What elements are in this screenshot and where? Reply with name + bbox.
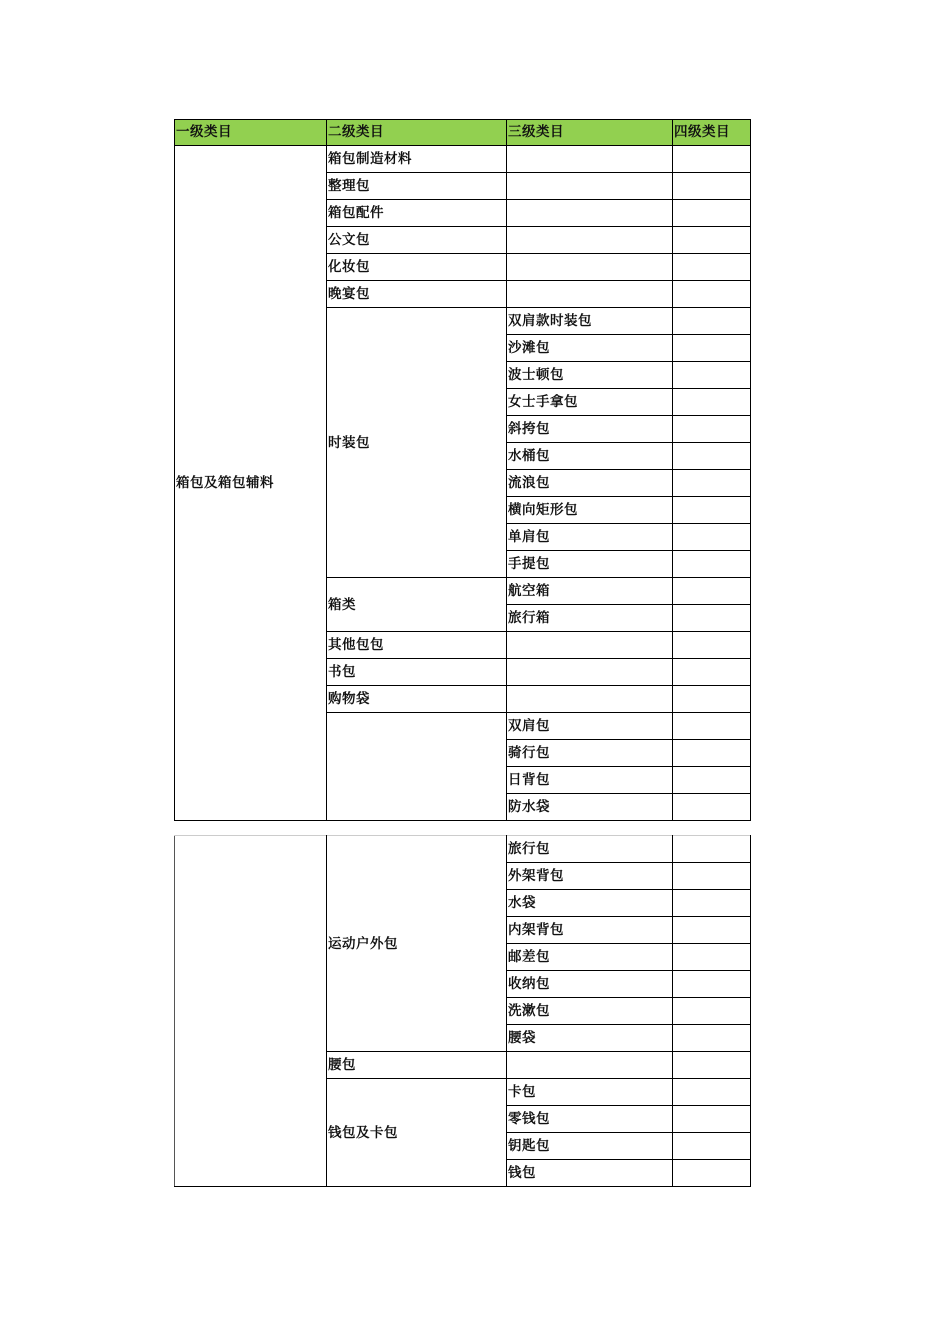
level4-cell (673, 362, 751, 389)
level4-cell (673, 389, 751, 416)
level3-cell: 腰袋 (507, 1025, 673, 1052)
level3-cell: 收纳包 (507, 971, 673, 998)
level4-cell (673, 578, 751, 605)
level3-cell: 日背包 (507, 767, 673, 794)
level4-cell (673, 890, 751, 917)
level2-cell: 箱包配件 (327, 200, 507, 227)
level4-cell (673, 971, 751, 998)
level3-cell (507, 686, 673, 713)
level4-cell (673, 1160, 751, 1187)
level3-cell: 邮差包 (507, 944, 673, 971)
category-table-1 (174, 119, 751, 821)
level3-cell (507, 659, 673, 686)
level2-cell: 时装包 (327, 308, 507, 578)
level4-cell (673, 227, 751, 254)
level3-cell: 钥匙包 (507, 1133, 673, 1160)
level4-cell (673, 200, 751, 227)
level4-cell (673, 254, 751, 281)
level4-cell (673, 863, 751, 890)
level4-cell (673, 497, 751, 524)
level3-cell: 零钱包 (507, 1106, 673, 1133)
level4-cell (673, 740, 751, 767)
table-row (175, 836, 751, 863)
header-level1: 一级类目 (175, 120, 327, 146)
level2-cell: 运动户外包 (327, 836, 507, 1052)
level3-cell: 防水袋 (507, 794, 673, 821)
level2-cell: 腰包 (327, 1052, 507, 1079)
level4-cell (673, 605, 751, 632)
level4-cell (673, 308, 751, 335)
level4-cell (673, 1052, 751, 1079)
level3-cell: 航空箱 (507, 578, 673, 605)
level3-cell: 水桶包 (507, 443, 673, 470)
level1-cell: 箱包及箱包辅料 (175, 146, 327, 821)
level4-cell (673, 836, 751, 863)
level2-cell: 其他包包 (327, 632, 507, 659)
level4-cell (673, 1133, 751, 1160)
level4-cell (673, 1106, 751, 1133)
level4-cell (673, 551, 751, 578)
level4-cell (673, 998, 751, 1025)
level2-cell: 公文包 (327, 227, 507, 254)
level3-cell: 旅行包 (507, 836, 673, 863)
header-level2: 二级类目 (327, 120, 507, 146)
level3-cell: 手提包 (507, 551, 673, 578)
level4-cell (673, 794, 751, 821)
level4-cell (673, 659, 751, 686)
level4-cell (673, 335, 751, 362)
level4-cell (673, 713, 751, 740)
level3-cell: 卡包 (507, 1079, 673, 1106)
level3-cell: 水袋 (507, 890, 673, 917)
level3-cell: 内架背包 (507, 917, 673, 944)
level3-cell: 波士顿包 (507, 362, 673, 389)
level3-cell: 外架背包 (507, 863, 673, 890)
level4-cell (673, 524, 751, 551)
level1-cell (175, 836, 327, 1187)
level3-cell (507, 200, 673, 227)
level3-cell (507, 146, 673, 173)
level3-cell: 旅行箱 (507, 605, 673, 632)
level3-cell (507, 173, 673, 200)
level2-cell: 箱类 (327, 578, 507, 632)
level2-cell: 晚宴包 (327, 281, 507, 308)
level3-cell: 双肩包 (507, 713, 673, 740)
level3-cell (507, 1052, 673, 1079)
level3-cell: 横向矩形包 (507, 497, 673, 524)
level2-cell: 钱包及卡包 (327, 1079, 507, 1187)
header-level3: 三级类目 (507, 120, 673, 146)
level2-cell: 整理包 (327, 173, 507, 200)
level3-cell: 洗漱包 (507, 998, 673, 1025)
level4-cell (673, 767, 751, 794)
level3-cell: 单肩包 (507, 524, 673, 551)
level4-cell (673, 146, 751, 173)
level2-cell: 书包 (327, 659, 507, 686)
table-header-row (175, 120, 751, 146)
level3-cell (507, 632, 673, 659)
level3-cell (507, 254, 673, 281)
level2-cell: 购物袋 (327, 686, 507, 713)
level2-cell: 化妆包 (327, 254, 507, 281)
level4-cell (673, 686, 751, 713)
level4-cell (673, 944, 751, 971)
table-row (175, 146, 751, 173)
level3-cell: 双肩款时装包 (507, 308, 673, 335)
level3-cell: 钱包 (507, 1160, 673, 1187)
level3-cell: 沙滩包 (507, 335, 673, 362)
level2-cell (327, 713, 507, 821)
level3-cell (507, 281, 673, 308)
level3-cell: 女士手拿包 (507, 389, 673, 416)
level4-cell (673, 281, 751, 308)
level4-cell (673, 1025, 751, 1052)
level4-cell (673, 416, 751, 443)
level4-cell (673, 1079, 751, 1106)
category-table-2 (174, 835, 751, 1187)
level3-cell: 骑行包 (507, 740, 673, 767)
level3-cell: 流浪包 (507, 470, 673, 497)
level3-cell: 斜挎包 (507, 416, 673, 443)
level4-cell (673, 173, 751, 200)
level2-cell: 箱包制造材料 (327, 146, 507, 173)
level4-cell (673, 470, 751, 497)
level3-cell (507, 227, 673, 254)
level4-cell (673, 443, 751, 470)
level4-cell (673, 632, 751, 659)
level4-cell (673, 917, 751, 944)
header-level4: 四级类目 (673, 120, 751, 146)
